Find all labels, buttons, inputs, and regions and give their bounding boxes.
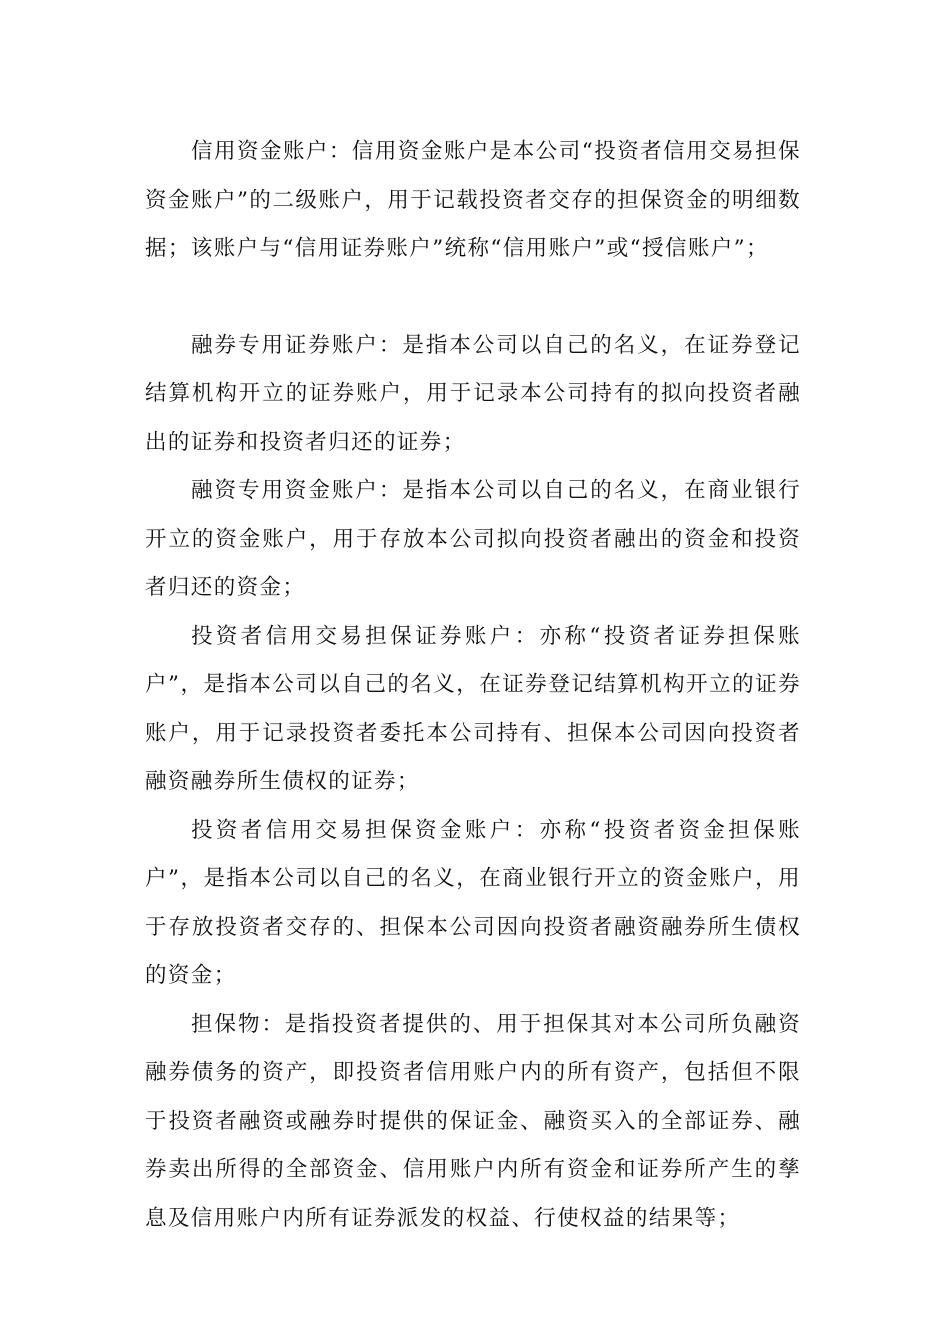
paragraph-collateral: 担保物：是指投资者提供的、用于担保其对本公司所负融资融券债务的资产，即投资者信用账户内的所有资产，包括但不限于投资者融资或融券时提供的保证金、融资买入的全部证券、融券卖出所得的全部资金、信用账户内所有资金和证券所产生的孳息及信用账户内所有证券派发的权益、行使权益的结果等； [145,1011,801,1231]
paragraph-credit-fund-account: 信用资金账户：信用资金账户是本公司“投资者信用交易担保资金账户”的二级账户，用于记载投资者交存的担保资金的明细数据；该账户与“信用证券账户”统称“信用账户”或“授信账户”； [145,139,801,261]
document-body [145,128,801,1243]
paragraph-guarantee-fund-account: 投资者信用交易担保资金账户：亦称“投资者资金担保账户”，是指本公司以自己的名义，在商业银行开立的资金账户，用于存放投资者交存的、担保本公司因向投资者融资融券所生债权的资金； [145,817,801,988]
paragraph-financing-fund-account: 融资专用资金账户：是指本公司以自己的名义，在商业银行开立的资金账户，用于存放本公司拟向投资者融出的资金和投资者归还的资金； [145,478,801,600]
paragraph-securities-lending-account: 融券专用证券账户：是指本公司以自己的名义，在证券登记结算机构开立的证券账户，用于记录本公司持有的拟向投资者融出的证券和投资者归还的证券； [145,332,801,455]
paragraph-gap [145,274,801,322]
paragraph-guarantee-securities-account: 投资者信用交易担保证券账户：亦称“投资者证券担保账户”，是指本公司以自己的名义，在证券登记结算机构开立的证券账户，用于记录投资者委托本公司持有、担保本公司因向投资者融资融券所生债权的证券； [145,623,801,794]
